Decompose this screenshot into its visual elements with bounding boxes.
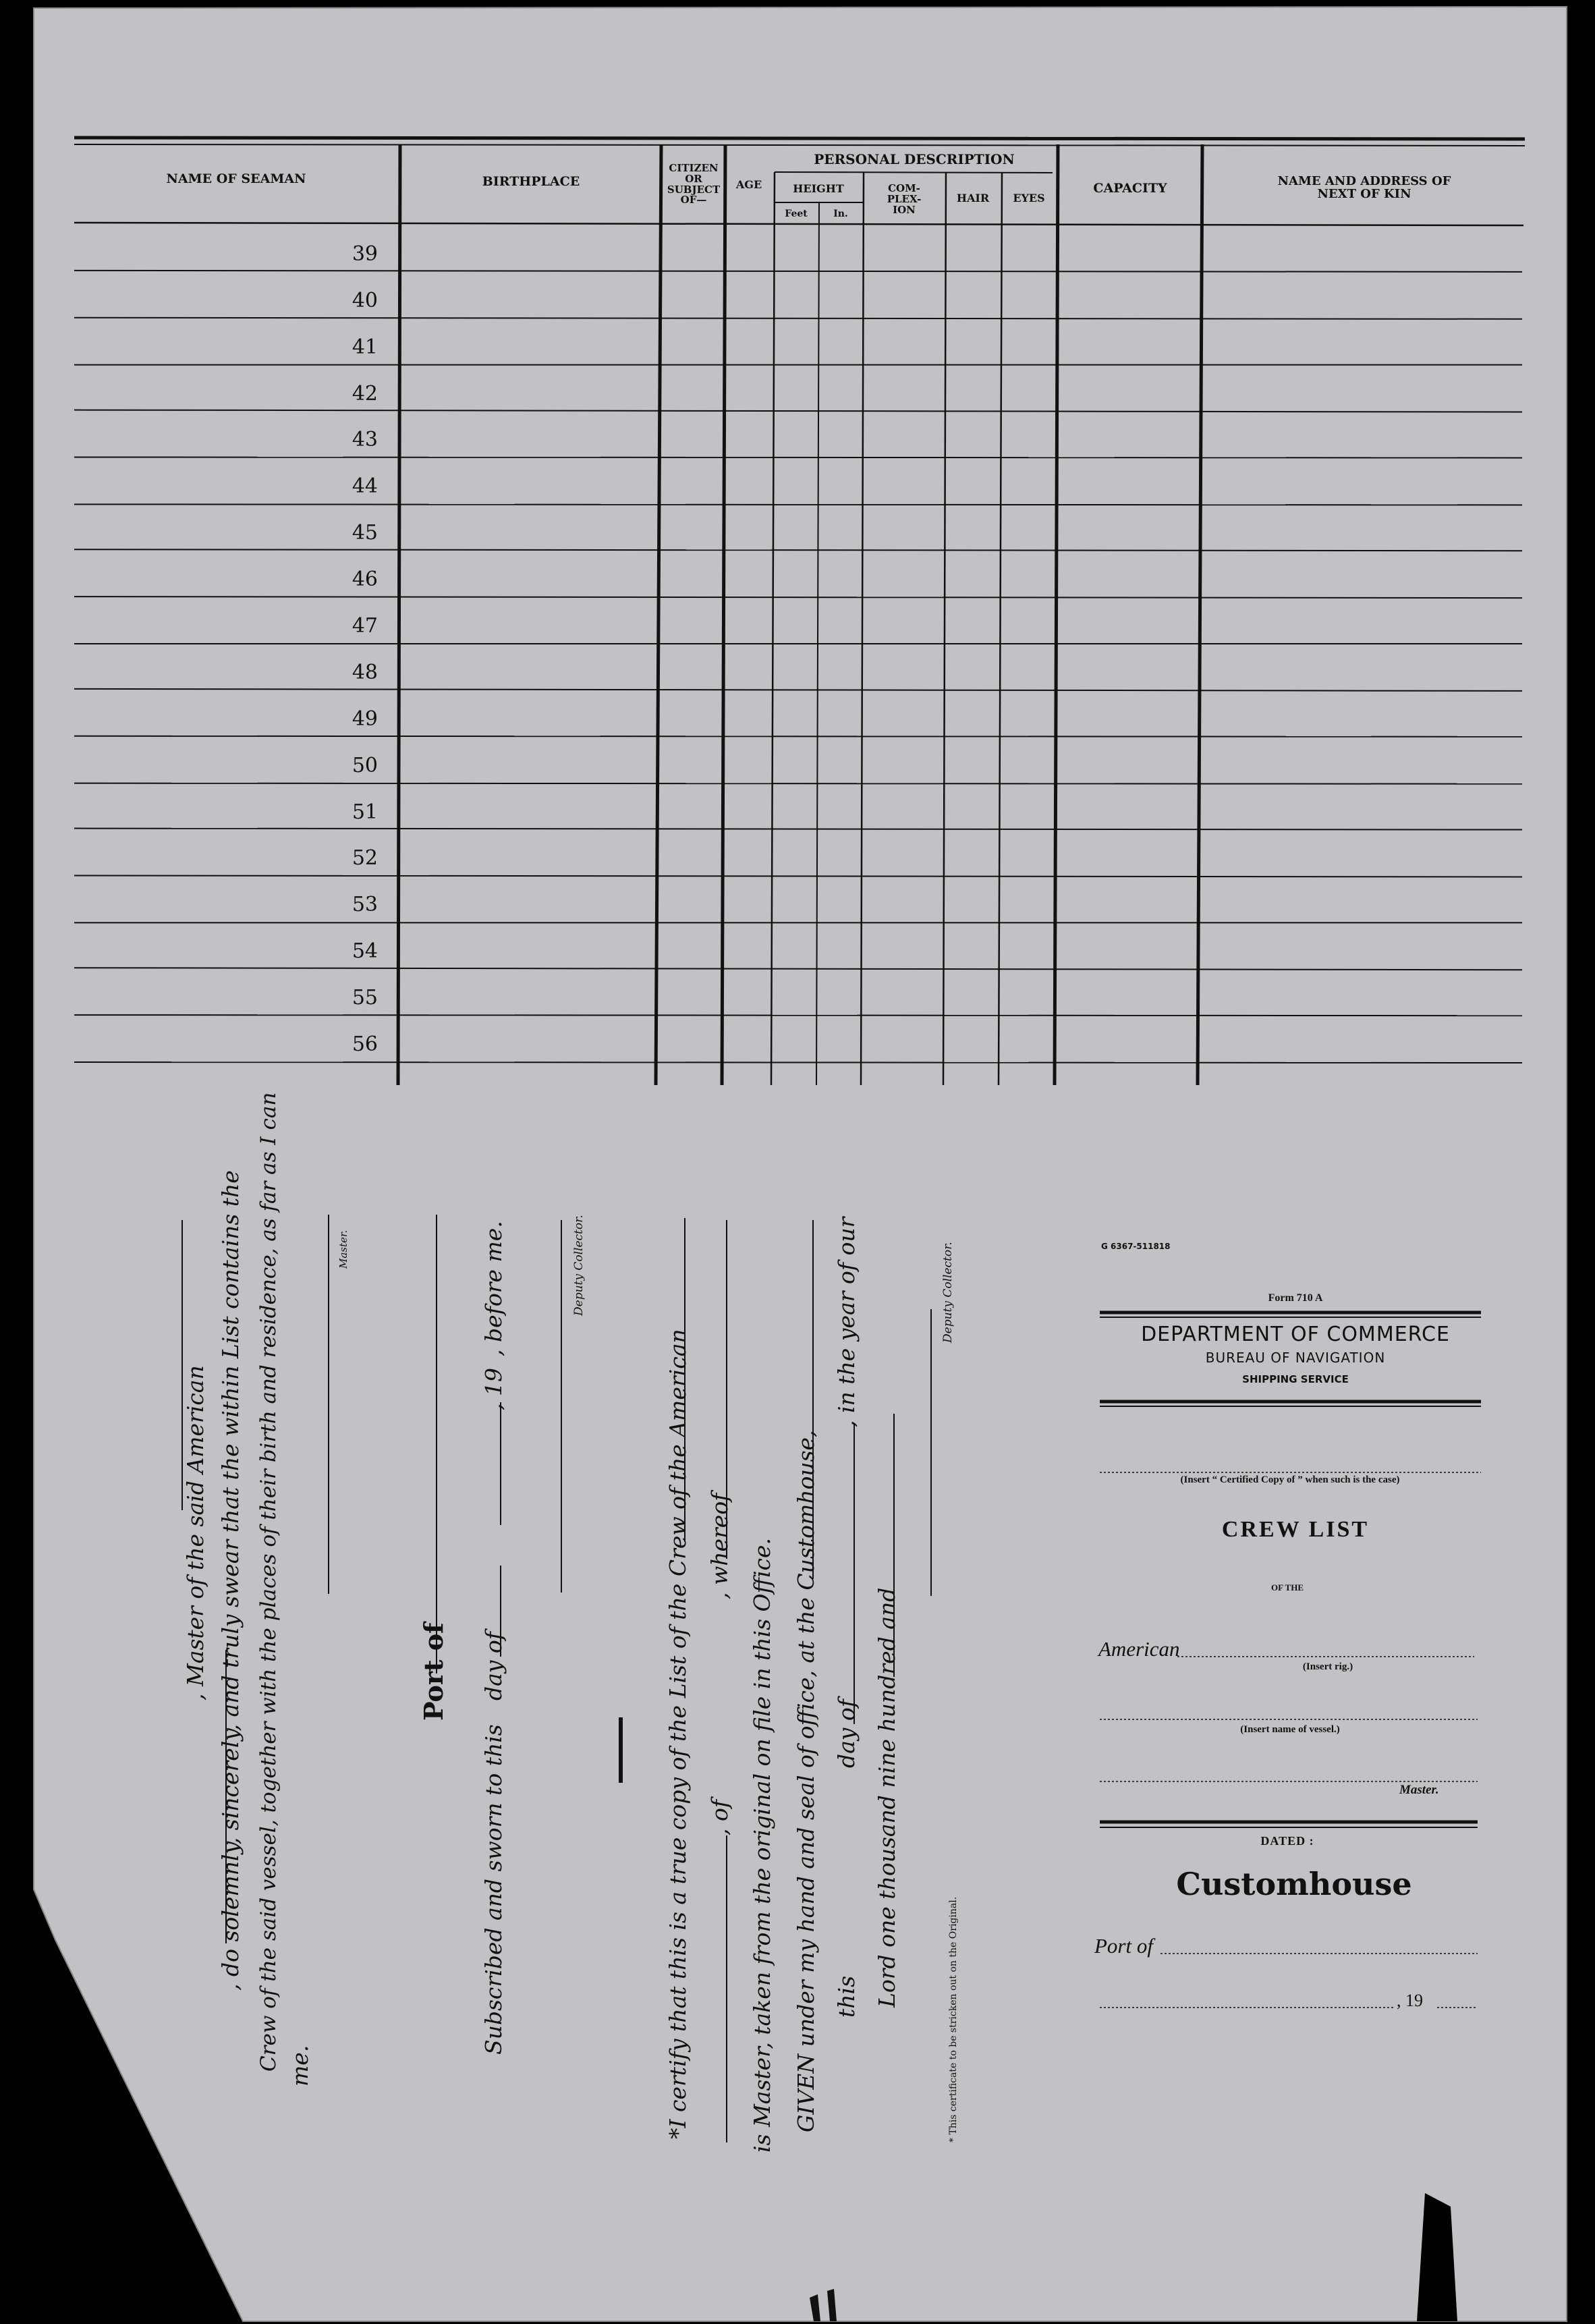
certificate-deputy-caption: Deputy Collector. (941, 1242, 955, 1343)
table-row-number: 50 (352, 753, 378, 777)
header-next-of-kin: NAME AND ADDRESS OF NEXT OF KIN (1277, 174, 1451, 201)
header-complexion: COM- PLEX- ION (887, 182, 922, 216)
cover-department: DEPARTMENT OF COMMERCE (1141, 1323, 1450, 1346)
header-birthplace: BIRTHPLACE (482, 174, 580, 189)
table-row-number: 40 (352, 288, 378, 312)
cover-form-number: Form 710 A (1268, 1292, 1323, 1304)
certificate-line-5c: , in the year of our (833, 1217, 860, 1427)
header-age: AGE (735, 178, 762, 191)
oath-subscribed-d: , before me. (480, 1221, 507, 1356)
cover-print-code: G 6367-511818 (1101, 1242, 1171, 1251)
cover-insert-rig: (Insert rig.) (1302, 1661, 1353, 1672)
oath-line-2: , do solemnly, sincerely, and truly swear that the within List contains the (217, 1170, 244, 1991)
oath-master-caption: Master. (337, 1229, 349, 1269)
table-row-number: 51 (352, 800, 378, 824)
certificate-line-4: GIVEN under my hand and seal of office, at the Customhouse, (793, 1430, 819, 2132)
oath-subscribed-b: day of (480, 1631, 507, 1700)
cover-port-of: Port of (1094, 1934, 1153, 1958)
oath-line-3: Crew of the said vessel, together with the places of their birth and residence, as far as I can (256, 1092, 281, 2072)
certificate-line-1: *I certify that this is a true copy of the List of the Crew of the American (665, 1329, 691, 2139)
table-row-number: 47 (352, 614, 378, 638)
table-row-rule (74, 504, 1522, 505)
header-name-of-seaman: NAME OF SEAMAN (166, 171, 306, 186)
certificate-line-5a: this (833, 1975, 860, 2018)
header-citizen: CITIZEN OR SUBJECT OF— (667, 162, 721, 206)
header-hair: HAIR (956, 192, 990, 204)
oath-deputy-caption: Deputy Collector. (572, 1215, 586, 1316)
table-row-number: 46 (352, 568, 378, 592)
header-feet: Feet (785, 209, 808, 219)
cover-bureau: BUREAU OF NAVIGATION (1205, 1350, 1386, 1366)
table-row-rule (74, 736, 1522, 737)
certificate-line-2a: , of (706, 1799, 733, 1835)
cover-american: American (1098, 1637, 1180, 1661)
table-row-rule (74, 1062, 1522, 1063)
table-row-rule (74, 457, 1522, 458)
table-row-number: 41 (352, 335, 378, 359)
table-row-number: 53 (352, 893, 378, 917)
cover-master-caption: Master. (1399, 1783, 1439, 1797)
cover-title: CREW LIST (1221, 1517, 1370, 1542)
header-height: HEIGHT (793, 182, 844, 195)
table-row-number: 42 (352, 381, 378, 406)
table-row-number: 52 (352, 846, 378, 870)
certificate-line-2b: , whereof (706, 1493, 733, 1599)
table-row-number: 39 (352, 242, 378, 266)
table-row-number: 55 (352, 986, 378, 1010)
oath-line-4: me. (287, 2045, 313, 2086)
certificate-line-6: Lord one thousand nine hundred and (874, 1587, 900, 2008)
cover-insert-note: (Insert “ Certified Copy of ” when such is the case) (1180, 1474, 1400, 1485)
header-inches: In. (833, 209, 848, 219)
cover-of-the: OF THE (1270, 1582, 1304, 1593)
oath-port-of: Port of (418, 1622, 449, 1721)
oath-subscribed-c: , 19 (480, 1368, 507, 1410)
certificate-footnote: * This certificate to be stricken out on the Original. (948, 1896, 959, 2142)
cover-insert-vessel: (Insert name of vessel.) (1240, 1724, 1340, 1735)
cover-service: SHIPPING SERVICE (1242, 1373, 1349, 1385)
table-row-rule (74, 783, 1522, 784)
cover-customhouse: Customhouse (1176, 1866, 1412, 1902)
table-row-number: 54 (352, 939, 378, 964)
table-row-rule (74, 1015, 1522, 1016)
table-row-number: 43 (352, 428, 378, 452)
table-row-number: 56 (352, 1032, 378, 1056)
header-eyes: EYES (1013, 192, 1045, 204)
oath-subscribed-a: Subscribed and sworn to this (480, 1724, 507, 2055)
oath-line-1: , Master of the said American (182, 1365, 208, 1700)
cover-dated: DATED : (1260, 1834, 1314, 1848)
certificate-line-5b: day of (833, 1698, 860, 1768)
table-row-number: 49 (352, 707, 378, 731)
table-row-number: 44 (352, 474, 378, 499)
header-capacity: CAPACITY (1093, 181, 1167, 196)
certificate-line-3: is Master, taken from the original on file in this Office. (749, 1538, 775, 2153)
cover-nineteen: , 19 (1397, 1991, 1423, 2010)
table-row-number: 45 (352, 521, 378, 545)
table-row-number: 48 (352, 660, 378, 684)
header-personal-description: PERSONAL DESCRIPTION (814, 151, 1015, 167)
